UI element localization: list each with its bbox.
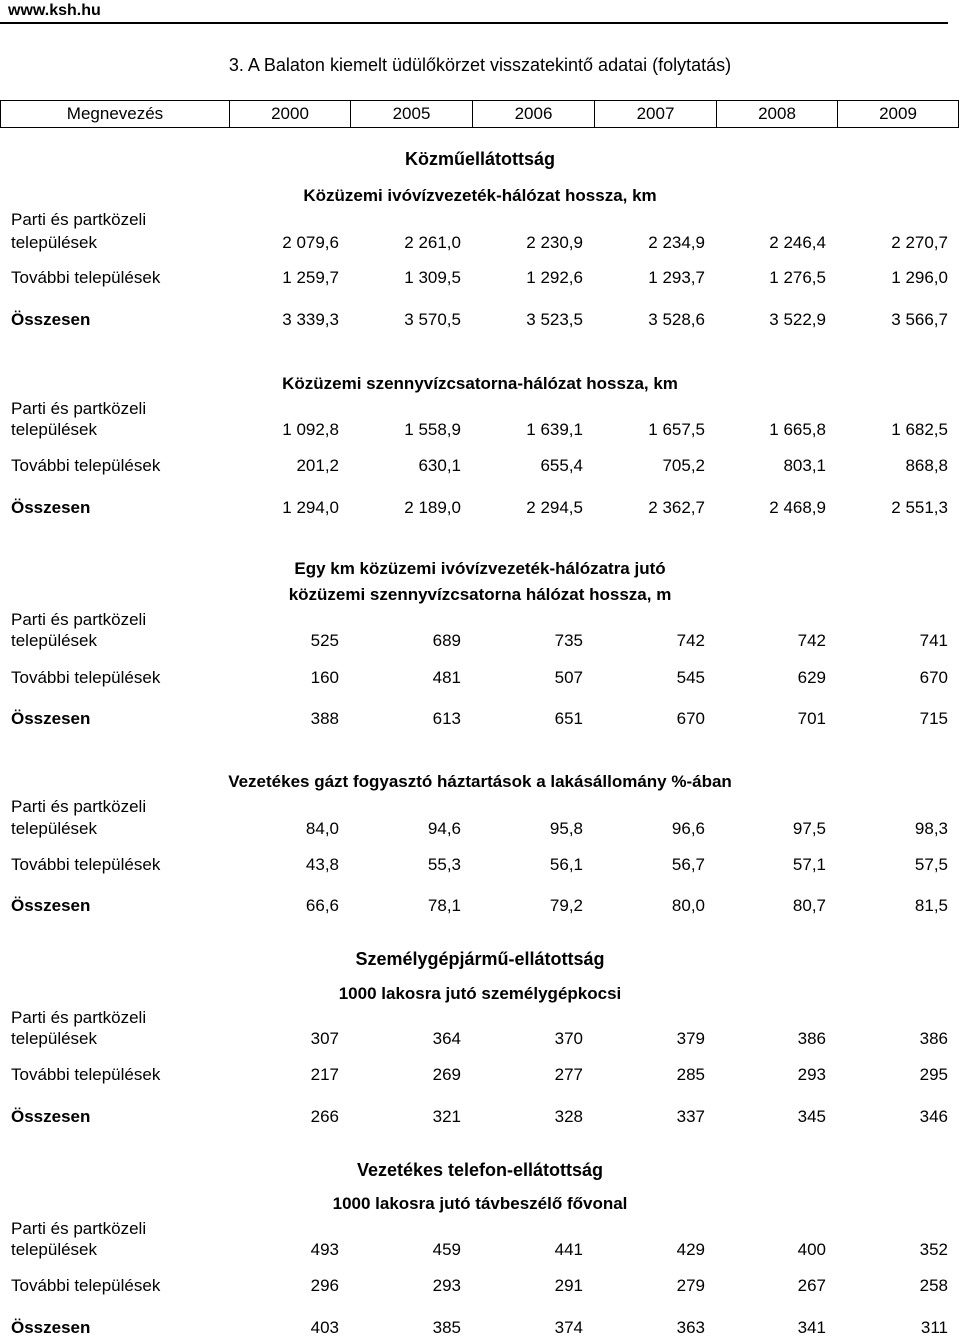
table-cell-value: 217 [310, 1065, 339, 1084]
table-cell-value: 655,4 [540, 456, 583, 475]
table-cell-value: 95,8 [549, 819, 583, 838]
row-label-line2: települések [11, 233, 98, 252]
table-cell-value: 3 522,9 [769, 310, 826, 329]
table-cell-value: 160 [310, 668, 339, 687]
section-subtitle: Közüzemi szennyvízcsatorna-hálózat hossza, km [282, 374, 678, 393]
table-cell-value: 341 [797, 1318, 826, 1337]
table-cell-value: 459 [432, 1240, 461, 1259]
table-cell-value: 269 [432, 1065, 461, 1084]
table-cell-value: 57,5 [914, 855, 948, 874]
table-cell-value: 97,5 [792, 819, 826, 838]
row-label-line2: települések [11, 1029, 98, 1048]
table-cell-value: 525 [310, 631, 339, 650]
row-label-osszesen: Összesen [11, 1318, 91, 1337]
table-cell-value: 291 [554, 1276, 583, 1295]
row-label-parti: Parti és partközeli [11, 610, 147, 629]
row-label-osszesen: Összesen [11, 498, 91, 517]
table-cell-value: 742 [676, 631, 705, 650]
row-label-osszesen: Összesen [11, 1107, 91, 1126]
table-cell-value: 1 665,8 [769, 420, 826, 439]
table-cell-value: 346 [919, 1107, 948, 1126]
table-cell-value: 307 [310, 1029, 339, 1048]
table-cell-value: 1 682,5 [891, 420, 948, 439]
table-cell-value: 267 [797, 1276, 826, 1295]
section-subtitle-line2: közüzemi szennyvízcsatorna hálózat hossza, m [288, 585, 672, 604]
table-cell-value: 1 092,8 [282, 420, 339, 439]
table-cell-value: 364 [432, 1029, 461, 1048]
table-cell-value: 441 [554, 1240, 583, 1259]
table-cell-value: 2 246,4 [769, 233, 826, 252]
table-cell-value: 56,1 [549, 855, 583, 874]
table-cell-value: 715 [919, 709, 948, 728]
row-label-line2: települések [11, 631, 98, 650]
row-label-tovabbi: További települések [11, 668, 161, 687]
site-url: www.ksh.hu [8, 2, 101, 19]
table-cell-value: 651 [554, 709, 583, 728]
table-cell-value: 388 [310, 709, 339, 728]
section-subtitle: Egy km közüzemi ivóvízvezeték-hálózatra jutó [294, 559, 666, 578]
table-cell-value: 1 259,7 [282, 268, 339, 287]
table-cell-value: 705,2 [662, 456, 705, 475]
table-cell-value: 78,1 [427, 896, 461, 915]
table-cell-value: 2 362,7 [648, 498, 705, 517]
table-cell-value: 345 [797, 1107, 826, 1126]
table-cell-value: 84,0 [305, 819, 339, 838]
table-cell-value: 2 551,3 [891, 498, 948, 517]
page-title: 3. A Balaton kiemelt üdülőkörzet visszatekintő adatai (folytatás) [228, 55, 732, 75]
table-cell-value: 374 [554, 1318, 583, 1337]
header-year-2009: 2009 [838, 101, 959, 128]
row-label-tovabbi: További települések [11, 855, 161, 874]
table-cell-value: 670 [676, 709, 705, 728]
table-cell-value: 2 261,0 [404, 233, 461, 252]
table-cell-value: 689 [432, 631, 461, 650]
table-cell-value: 670 [919, 668, 948, 687]
table-cell-value: 337 [676, 1107, 705, 1126]
table-cell-value: 328 [554, 1107, 583, 1126]
table-cell-value: 481 [432, 668, 461, 687]
table-cell-value: 3 570,5 [404, 310, 461, 329]
table-cell-value: 370 [554, 1029, 583, 1048]
table-cell-value: 57,1 [792, 855, 826, 874]
table-cell-value: 55,3 [427, 855, 461, 874]
table-cell-value: 277 [554, 1065, 583, 1084]
table-cell-value: 295 [919, 1065, 948, 1084]
table-cell-value: 80,0 [671, 896, 705, 915]
table-cell-value: 2 230,9 [526, 233, 583, 252]
row-label-osszesen: Összesen [11, 310, 91, 329]
header-year-2007: 2007 [595, 101, 717, 128]
table-cell-value: 2 294,5 [526, 498, 583, 517]
table-cell-value: 2 189,0 [404, 498, 461, 517]
table-cell-value: 507 [554, 668, 583, 687]
table-cell-value: 3 339,3 [282, 310, 339, 329]
table-cell-value: 1 296,0 [891, 268, 948, 287]
section-title: Vezetékes telefon-ellátottság [356, 1160, 604, 1180]
table-cell-value: 2 234,9 [648, 233, 705, 252]
row-label-line2: települések [11, 819, 98, 838]
row-label-parti: Parti és partközeli [11, 797, 147, 816]
row-label-parti: Parti és partközeli [11, 1219, 147, 1238]
section-subtitle: 1000 lakosra jutó távbeszélő fővonal [332, 1194, 628, 1213]
table-cell-value: 1 558,9 [404, 420, 461, 439]
table-cell-value: 94,6 [427, 819, 461, 838]
table-cell-value: 66,6 [305, 896, 339, 915]
column-header-row [0, 100, 959, 128]
table-cell-value: 701 [797, 709, 826, 728]
table-cell-value: 3 523,5 [526, 310, 583, 329]
section-title: Személygépjármű-ellátottság [355, 949, 605, 969]
table-cell-value: 258 [919, 1276, 948, 1295]
table-cell-value: 386 [919, 1029, 948, 1048]
table-cell-value: 363 [676, 1318, 705, 1337]
table-cell-value: 279 [676, 1276, 705, 1295]
row-label-tovabbi: További települések [11, 456, 161, 475]
table-cell-value: 201,2 [296, 456, 339, 475]
table-cell-value: 79,2 [549, 896, 583, 915]
table-cell-value: 296 [310, 1276, 339, 1295]
row-label-tovabbi: További települések [11, 1276, 161, 1295]
table-cell-value: 735 [554, 631, 583, 650]
header-year-2006: 2006 [473, 101, 595, 128]
table-cell-value: 868,8 [905, 456, 948, 475]
table-cell-value: 403 [310, 1318, 339, 1337]
table-cell-value: 386 [797, 1029, 826, 1048]
table-cell-value: 285 [676, 1065, 705, 1084]
header-year-2008: 2008 [717, 101, 838, 128]
row-label-tovabbi: További települések [11, 268, 161, 287]
table-cell-value: 56,7 [671, 855, 705, 874]
table-cell-value: 385 [432, 1318, 461, 1337]
table-cell-value: 43,8 [305, 855, 339, 874]
row-label-parti: Parti és partközeli [11, 1008, 147, 1027]
table-cell-value: 742 [797, 631, 826, 650]
table-cell-value: 429 [676, 1240, 705, 1259]
row-label-tovabbi: További települések [11, 1065, 161, 1084]
table-cell-value: 629 [797, 668, 826, 687]
table-cell-value: 545 [676, 668, 705, 687]
table-cell-value: 1 276,5 [769, 268, 826, 287]
section-heading-kozmu: Közműellátottság [404, 149, 555, 169]
table-cell-value: 3 528,6 [648, 310, 705, 329]
table-cell-value: 379 [676, 1029, 705, 1048]
section-subtitle: Vezetékes gázt fogyasztó háztartások a lakásállomány %-ában [228, 772, 732, 791]
section-subtitle: Közüzemi ivóvízvezeték-hálózat hossza, km [303, 186, 657, 205]
table-cell-value: 1 309,5 [404, 268, 461, 287]
row-label-line2: települések [11, 1240, 98, 1259]
table-cell-value: 98,3 [914, 819, 948, 838]
table-cell-value: 803,1 [783, 456, 826, 475]
row-label-osszesen: Összesen [11, 709, 91, 728]
table-cell-value: 493 [310, 1240, 339, 1259]
table-cell-value: 80,7 [792, 896, 826, 915]
table-cell-value: 1 293,7 [648, 268, 705, 287]
table-cell-value: 1 657,5 [648, 420, 705, 439]
table-cell-value: 1 292,6 [526, 268, 583, 287]
table-cell-value: 96,6 [671, 819, 705, 838]
table-cell-value: 1 639,1 [526, 420, 583, 439]
table-cell-value: 81,5 [914, 896, 948, 915]
table-cell-value: 630,1 [418, 456, 461, 475]
table-cell-value: 2 468,9 [769, 498, 826, 517]
table-cell-value: 1 294,0 [282, 498, 339, 517]
header-divider [0, 22, 948, 24]
table-cell-value: 293 [432, 1276, 461, 1295]
table-cell-value: 3 566,7 [891, 310, 948, 329]
table-cell-value: 266 [310, 1107, 339, 1126]
header-label: Megnevezés [1, 101, 230, 128]
table-cell-value: 293 [797, 1065, 826, 1084]
section-subtitle: 1000 lakosra jutó személygépkocsi [338, 984, 622, 1003]
header-year-2000: 2000 [230, 101, 351, 128]
table-cell-value: 352 [919, 1240, 948, 1259]
row-label-parti: Parti és partközeli [11, 399, 147, 418]
row-label-osszesen: Összesen [11, 896, 91, 915]
table-cell-value: 311 [920, 1318, 948, 1337]
table-cell-value: 2 270,7 [891, 233, 948, 252]
header-year-2005: 2005 [351, 101, 473, 128]
table-cell-value: 613 [432, 709, 461, 728]
table-cell-value: 2 079,6 [282, 233, 339, 252]
table-cell-value: 321 [432, 1107, 461, 1126]
table-cell-value: 741 [919, 631, 948, 650]
table-cell-value: 400 [797, 1240, 826, 1259]
row-label-line2: települések [11, 420, 98, 439]
row-label-parti: Parti és partközeli [11, 210, 147, 229]
